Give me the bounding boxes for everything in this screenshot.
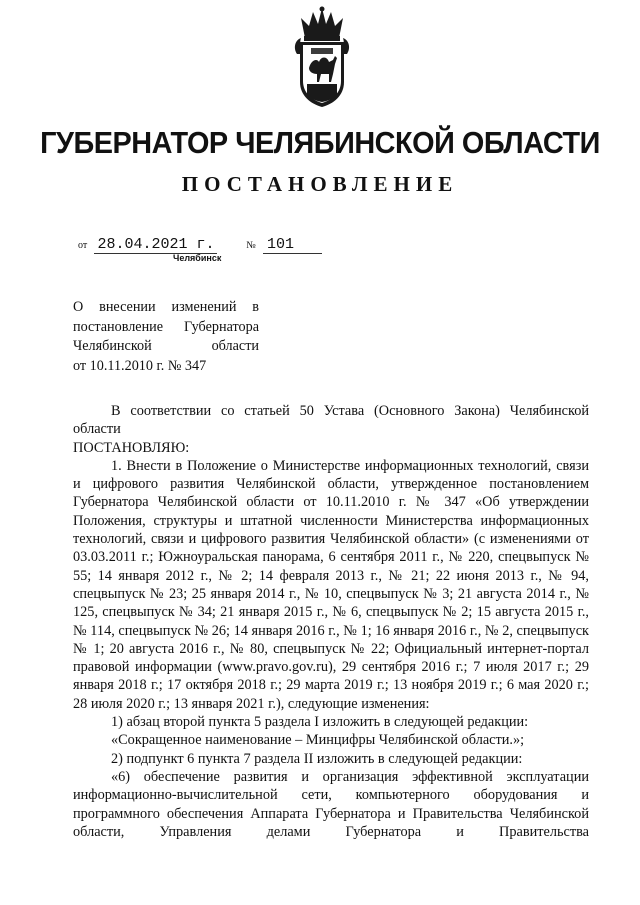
- date-prefix: от: [78, 240, 88, 251]
- preamble-paragraph: В соответствии со статьей 50 Устава (Основного Закона) Челябинской области: [73, 403, 589, 438]
- subject-line: Челябинской области: [73, 338, 259, 354]
- subitem-1-text: «Сокращенное наименование – Минцифры Челябинской области.»;: [111, 732, 525, 749]
- document-city: Челябинск: [173, 253, 222, 263]
- document-authority-title: ГУБЕРНАТОР ЧЕЛЯБИНСКОЙ ОБЛАСТИ: [40, 125, 600, 160]
- document-date: 28.04.2021 г.: [94, 236, 217, 254]
- subject-line: от 10.11.2010 г. № 347: [73, 357, 207, 374]
- resolve-heading: ПОСТАНОВЛЯЮ:: [73, 439, 190, 456]
- document-subject: [73, 298, 259, 376]
- subitem-2-text: «6) обеспечение развития и организация эффективной эксплуатации информационно-вычислительной сети, компьютерного оборудования и программного обеспечения Аппарата Губернатора и Правительства Челябинской области, Управления делами Губернатора и Правительства: [73, 768, 589, 840]
- subject-line: постановление Губернатора: [73, 318, 259, 335]
- subject-line: О внесении изменений в: [73, 299, 259, 315]
- subitem-1-paragraph: 1) абзац второй пункта 5 раздела I изложить в следующей редакции:: [111, 714, 529, 731]
- number-prefix: №: [246, 240, 256, 251]
- subitem-2-paragraph: 2) подпункт 6 пункта 7 раздела II изложить в следующей редакции:: [111, 750, 523, 767]
- document-number: 101: [263, 236, 322, 254]
- document-type-title: ПОСТАНОВЛЕНИЕ: [181, 172, 459, 196]
- item-1-paragraph: 1. Внести в Положение о Министерстве информационных технологий, связи и цифрового развития Челябинской области, утвержденное постановлением Губернатора Челябинской области от 10.11.2010 г. № 347 «Об утверждении Положения, структуры и штатной численности Министерства информационных технологий, связи и цифрового развития Челябинской области» (с изменениями от 03.03.2011 г.; Южноуральская панорама, 6 сентября 2011 г., № 220, спецвыпуск № 55; 14 января 2012 г., № 2; 14 февраля 2013 г., № 21; 22 июня 2013 г., № 94, спецвыпуск № 23; 25 января 2014 г., № 10, спецвыпуск № 3; 21 августа 2014 г., № 125, спецвыпуск № 34; 21 января 2015 г., № 6, спецвыпуск № 2; 15 августа 2015 г., № 114, спецвыпуск № 26; 14 января 2016 г., № 1; 16 января 2016 г., № 2, спецвыпуск № 1; 20 августа 2016 г., № 80, спецвыпуск № 22; Официальный интернет-портал правовой информации (www.pravo.gov.ru), 29 сентября 2016 г.; 7 июля 2017 г.; 29 января 2018 г.; 17 октября 2018 г.; 29 марта 2019 г.; 13 ноября 2019 г.; 6 мая 2020 г.; 28 июля 2020 г.; 13 января 2021 г.), следующие изменения:: [73, 457, 589, 712]
- coat-of-arms-emblem: [291, 4, 353, 108]
- document-body: [73, 402, 589, 841]
- document-date-number-line: [78, 236, 322, 253]
